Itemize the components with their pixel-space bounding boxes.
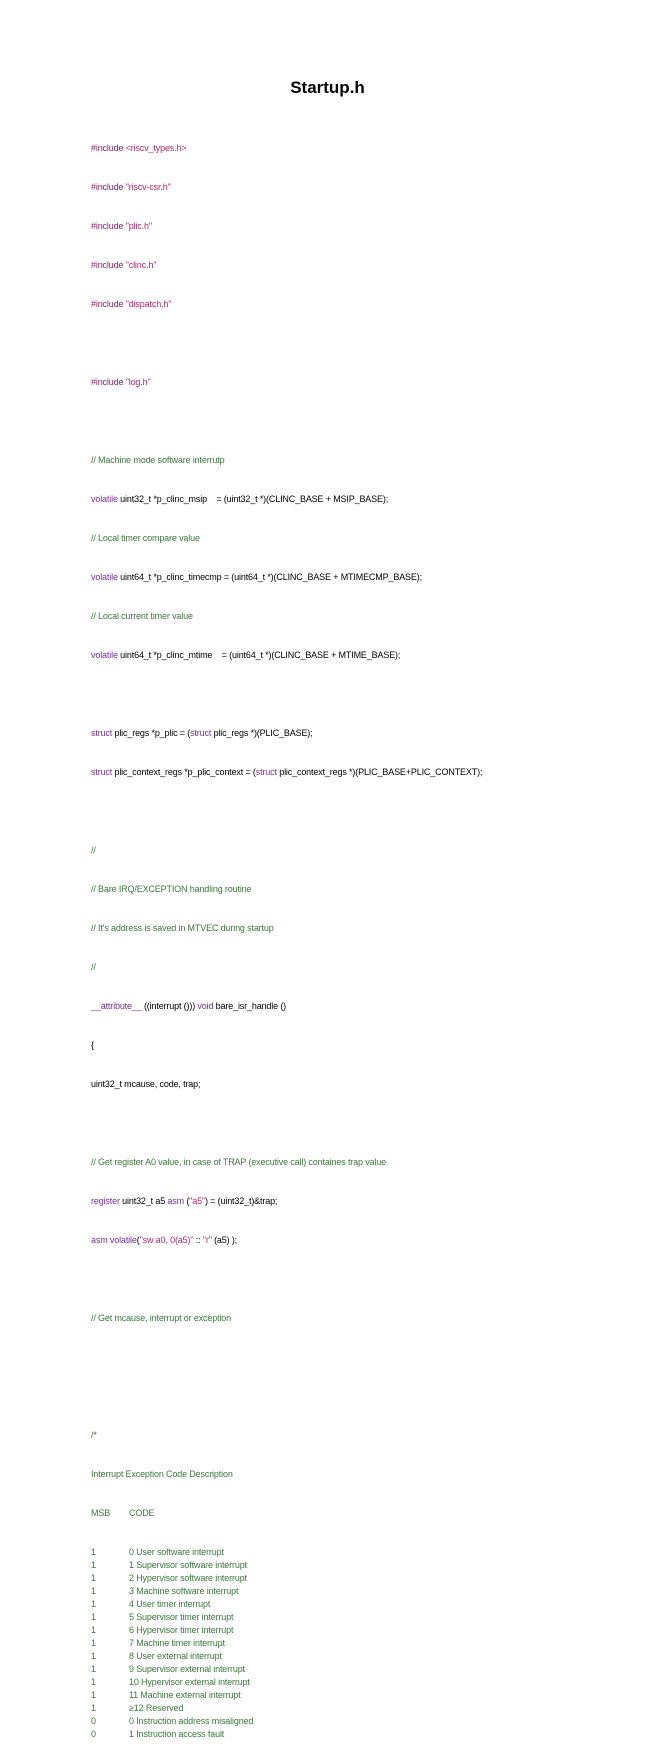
comment-line: // Local current timer value: [91, 611, 193, 621]
row-description: 1 Instruction access fault: [129, 1729, 225, 1739]
row-description: 3 Machine software interrupt: [129, 1586, 239, 1596]
code-line: volatile uint64_t *p_clinc_timecmp = (uint64_t *)(CLINC_BASE + MTIMECMP_BASE);: [91, 572, 422, 582]
comment-line: // Bare IRQ/EXCEPTION handling routine: [91, 884, 252, 894]
table-row: [91, 1676, 631, 1689]
row-msb: 1: [91, 1677, 96, 1687]
row-msb: 1: [91, 1560, 96, 1570]
row-msb: 0: [91, 1729, 96, 1739]
code-line: struct plic_context_regs *p_plic_context = (struct plic_context_regs *)(PLIC_BASE+PLIC_CONTEXT);: [91, 767, 483, 777]
page-title: Startup.h: [290, 78, 365, 97]
code-line: asm volatile("sw a0, 0(a5)" :: "r" (a5) );: [91, 1235, 238, 1245]
row-description: 6 Hypervisor timer interrupt: [129, 1625, 234, 1635]
table-header: Interrupt Exception Code Description: [91, 1469, 233, 1479]
row-msb: 1: [91, 1547, 96, 1557]
comment-line: // Machine mode software interrutp: [91, 455, 225, 465]
include-line: #include "plic.h": [91, 221, 152, 231]
table-row: [91, 1689, 631, 1702]
comment-line: // Get register A0 value, in case of TRAP (executive call) containes trap value: [91, 1157, 386, 1167]
include-line: #include "log.h": [91, 377, 151, 387]
row-msb: 1: [91, 1612, 96, 1622]
table-row: [91, 1663, 631, 1676]
row-msb: 1: [91, 1703, 96, 1713]
table-row: [91, 1546, 631, 1559]
include-line: #include "dispatch.h": [91, 299, 172, 309]
comment-line: // Get mcause, interrupt or exception: [91, 1313, 232, 1323]
code-line: {: [91, 1040, 94, 1050]
row-msb: 1: [91, 1573, 96, 1583]
row-msb: 1: [91, 1625, 96, 1635]
table-row: [91, 1637, 631, 1650]
row-description: 7 Machine timer interrupt: [129, 1638, 225, 1648]
row-msb: 1: [91, 1599, 96, 1609]
row-description: 5 Supervisor timer interrupt: [129, 1612, 234, 1622]
comment-line: /*: [91, 1430, 97, 1440]
row-description: 0 User software interrupt: [129, 1547, 224, 1557]
table-row: [91, 1624, 631, 1637]
table-row: [91, 1611, 631, 1624]
include-line: #include "clinc.h": [91, 260, 157, 270]
code-line: struct plic_regs *p_plic = (struct plic_regs *)(PLIC_BASE);: [91, 728, 313, 738]
table-row: [91, 1585, 631, 1598]
row-msb: 1: [91, 1651, 96, 1661]
table-columns: MSB CODE: [91, 1508, 155, 1518]
code-listing: [91, 116, 631, 1754]
comment-line: // Local timer compare value: [91, 533, 200, 543]
table-rows: [91, 1546, 631, 1741]
row-msb: 1: [91, 1664, 96, 1674]
code-line: volatile uint64_t *p_clinc_mtime = (uint64_t *)(CLINC_BASE + MTIME_BASE);: [91, 650, 401, 660]
table-row: [91, 1728, 631, 1741]
row-description: ≥12 Reserved: [129, 1703, 184, 1713]
function-signature: __attribute__ ((interrupt ())) void bare_isr_handle (): [91, 1001, 287, 1011]
table-row: [91, 1572, 631, 1585]
row-description: 4 User timer interrupt: [129, 1599, 211, 1609]
comment-line: //: [91, 845, 96, 855]
row-description: 8 User external interrupt: [129, 1651, 222, 1661]
table-row: [91, 1559, 631, 1572]
row-msb: 1: [91, 1690, 96, 1700]
table-row: [91, 1702, 631, 1715]
comment-line: //: [91, 962, 96, 972]
table-row: [91, 1598, 631, 1611]
row-description: 11 Machine external interrupt: [129, 1690, 241, 1700]
code-line: volatile uint32_t *p_clinc_msip = (uint32_t *)(CLINC_BASE + MSIP_BASE);: [91, 494, 389, 504]
table-row: [91, 1715, 631, 1728]
row-description: 10 Hypervisor external interrupt: [129, 1677, 250, 1687]
code-line: uint32_t mcause, code, trap;: [91, 1079, 201, 1089]
row-msb: 0: [91, 1716, 96, 1726]
row-description: 2 Hypervisor software interrupt: [129, 1573, 247, 1583]
row-msb: 1: [91, 1638, 96, 1648]
comment-line: // It's address is saved in MTVEC during startup: [91, 923, 274, 933]
include-line: #include <riscv_types.h>: [91, 143, 187, 153]
include-line: #include "riscv-csr.h": [91, 182, 171, 192]
code-line: register uint32_t a5 asm ("a5") = (uint32_t)&trap;: [91, 1196, 278, 1206]
table-row: [91, 1650, 631, 1663]
row-description: 1 Supervisor software interrupt: [129, 1560, 247, 1570]
row-description: 9 Supervisor external interrupt: [129, 1664, 245, 1674]
row-description: 0 Instruction address misaligned: [129, 1716, 254, 1726]
row-msb: 1: [91, 1586, 96, 1596]
